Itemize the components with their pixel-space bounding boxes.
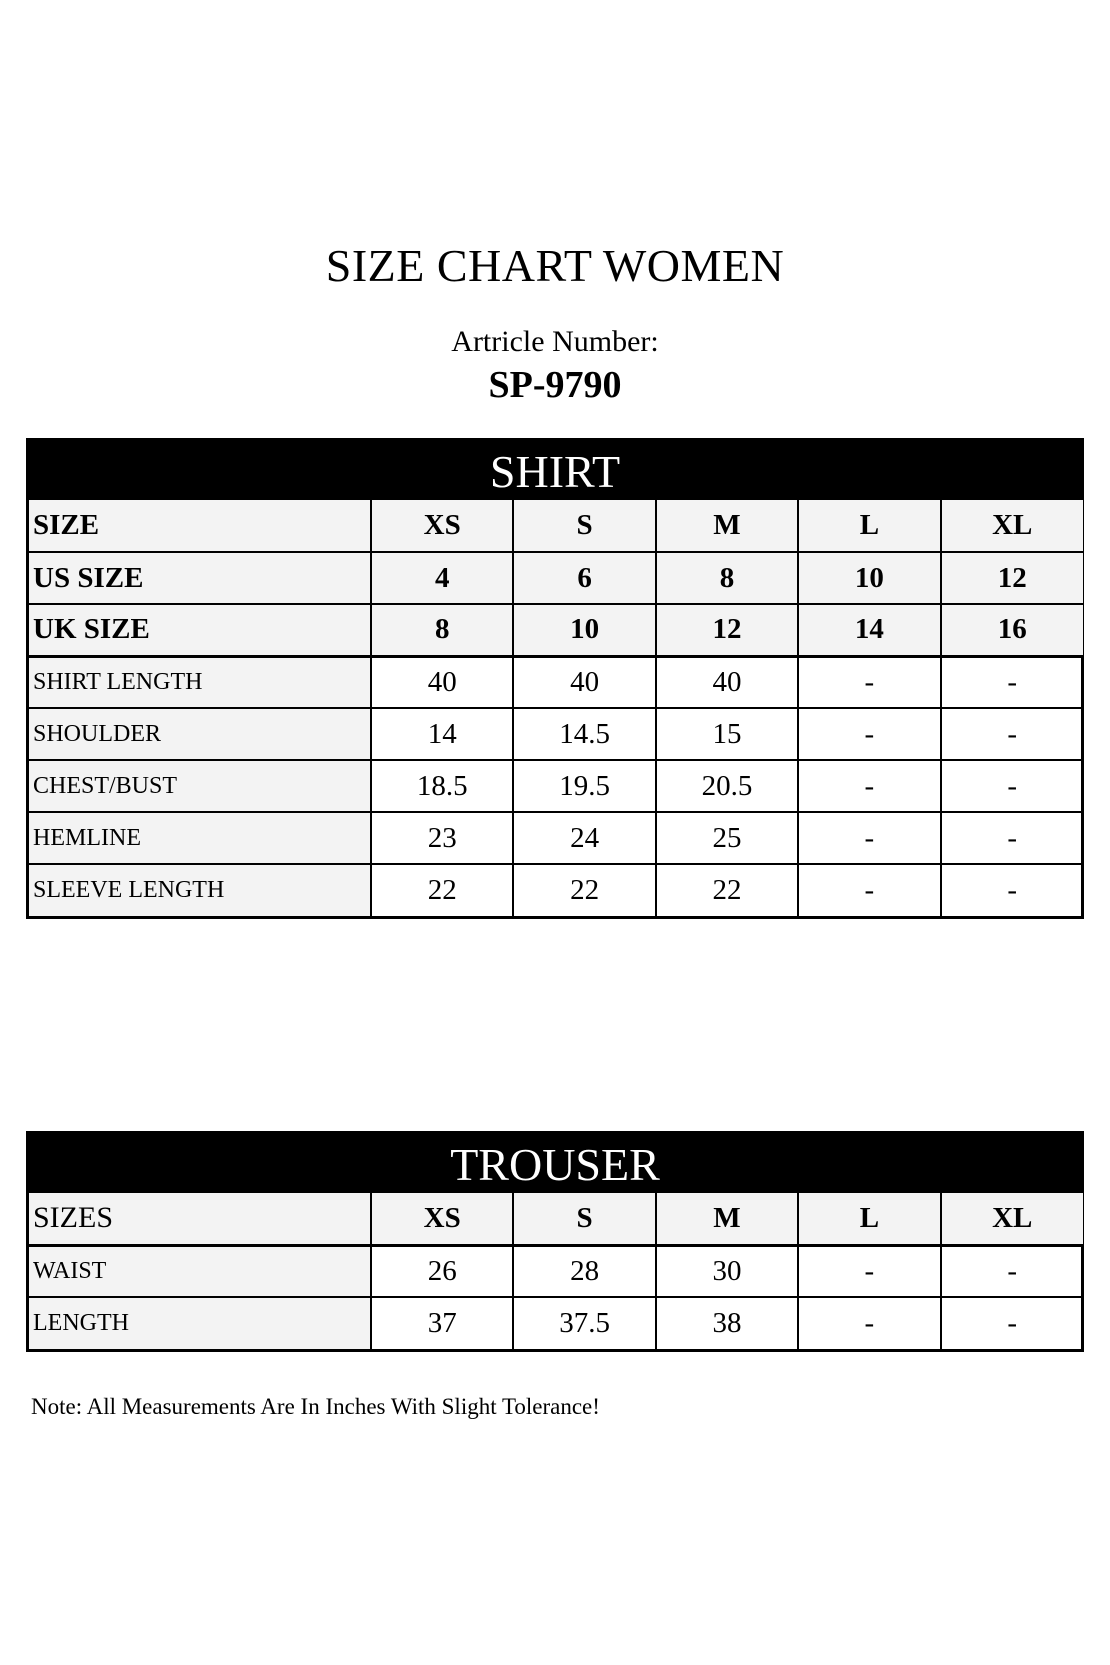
table-cell: 10 [798, 552, 940, 604]
table-cell: 4 [371, 552, 513, 604]
table-cell: 14.5 [513, 708, 655, 760]
table-cell: - [798, 864, 940, 916]
table-row-sizes [29, 1193, 1083, 1245]
trouser-section-title: TROUSER [29, 1134, 1081, 1193]
table-row-uk-size [29, 604, 1083, 656]
row-label: LENGTH [29, 1297, 371, 1349]
row-label: SHOULDER [29, 708, 371, 760]
row-label: SHIRT LENGTH [29, 656, 371, 708]
size-header-m: M [656, 1193, 798, 1245]
table-cell: 14 [798, 604, 940, 656]
table-cell: 22 [656, 864, 798, 916]
row-label: WAIST [29, 1245, 371, 1297]
shirt-table [29, 500, 1083, 916]
table-cell: 40 [656, 656, 798, 708]
row-label: CHEST/BUST [29, 760, 371, 812]
trouser-table [29, 1193, 1083, 1349]
size-header-xs: XS [371, 500, 513, 552]
table-cell: 38 [656, 1297, 798, 1349]
row-label: SIZES [29, 1193, 371, 1245]
size-header-xs: XS [371, 1193, 513, 1245]
table-row-size [29, 500, 1083, 552]
table-cell: 20.5 [656, 760, 798, 812]
table-cell: 37.5 [513, 1297, 655, 1349]
table-row [29, 1297, 1083, 1349]
table-cell: 28 [513, 1245, 655, 1297]
table-cell: 8 [371, 604, 513, 656]
table-cell: 19.5 [513, 760, 655, 812]
table-cell: - [798, 1245, 940, 1297]
table-cell: - [941, 1245, 1083, 1297]
table-row [29, 656, 1083, 708]
table-cell: - [941, 1297, 1083, 1349]
table-cell: 14 [371, 708, 513, 760]
table-cell: - [941, 708, 1083, 760]
table-cell: - [798, 656, 940, 708]
row-label: SIZE [29, 500, 371, 552]
table-cell: 18.5 [371, 760, 513, 812]
table-cell: 15 [656, 708, 798, 760]
table-cell: 37 [371, 1297, 513, 1349]
table-cell: - [798, 760, 940, 812]
table-cell: 10 [513, 604, 655, 656]
table-cell: - [798, 1297, 940, 1349]
trouser-size-table [26, 1131, 1084, 1352]
table-cell: 23 [371, 812, 513, 864]
size-header-s: S [513, 1193, 655, 1245]
table-cell: 25 [656, 812, 798, 864]
table-cell: 26 [371, 1245, 513, 1297]
article-number-label: Artricle Number: [451, 325, 659, 358]
table-row [29, 760, 1083, 812]
table-cell: 12 [656, 604, 798, 656]
table-cell: - [941, 656, 1083, 708]
table-row [29, 1245, 1083, 1297]
table-cell: - [798, 708, 940, 760]
size-header-l: L [798, 1193, 940, 1245]
table-cell: 30 [656, 1245, 798, 1297]
size-header-m: M [656, 500, 798, 552]
table-cell: 40 [371, 656, 513, 708]
table-cell: 22 [371, 864, 513, 916]
size-header-xl: XL [941, 500, 1083, 552]
table-cell: 12 [941, 552, 1083, 604]
table-cell: - [941, 760, 1083, 812]
table-cell: 24 [513, 812, 655, 864]
table-cell: 16 [941, 604, 1083, 656]
table-cell: 22 [513, 864, 655, 916]
measurement-note: Note: All Measurements Are In Inches With Slight Tolerance! [31, 1394, 600, 1419]
shirt-section-title: SHIRT [29, 441, 1081, 500]
table-row [29, 812, 1083, 864]
shirt-size-table [26, 438, 1084, 919]
table-row [29, 708, 1083, 760]
size-header-s: S [513, 500, 655, 552]
size-header-l: L [798, 500, 940, 552]
row-label: HEMLINE [29, 812, 371, 864]
table-cell: - [941, 812, 1083, 864]
row-label: US SIZE [29, 552, 371, 604]
page-title: SIZE CHART WOMEN [325, 240, 785, 291]
table-row [29, 864, 1083, 916]
size-header-xl: XL [941, 1193, 1083, 1245]
article-number: SP-9790 [488, 364, 622, 406]
table-cell: 40 [513, 656, 655, 708]
table-cell: - [941, 864, 1083, 916]
row-label: SLEEVE LENGTH [29, 864, 371, 916]
table-cell: - [798, 812, 940, 864]
table-cell: 6 [513, 552, 655, 604]
row-label: UK SIZE [29, 604, 371, 656]
table-cell: 8 [656, 552, 798, 604]
table-row-us-size [29, 552, 1083, 604]
